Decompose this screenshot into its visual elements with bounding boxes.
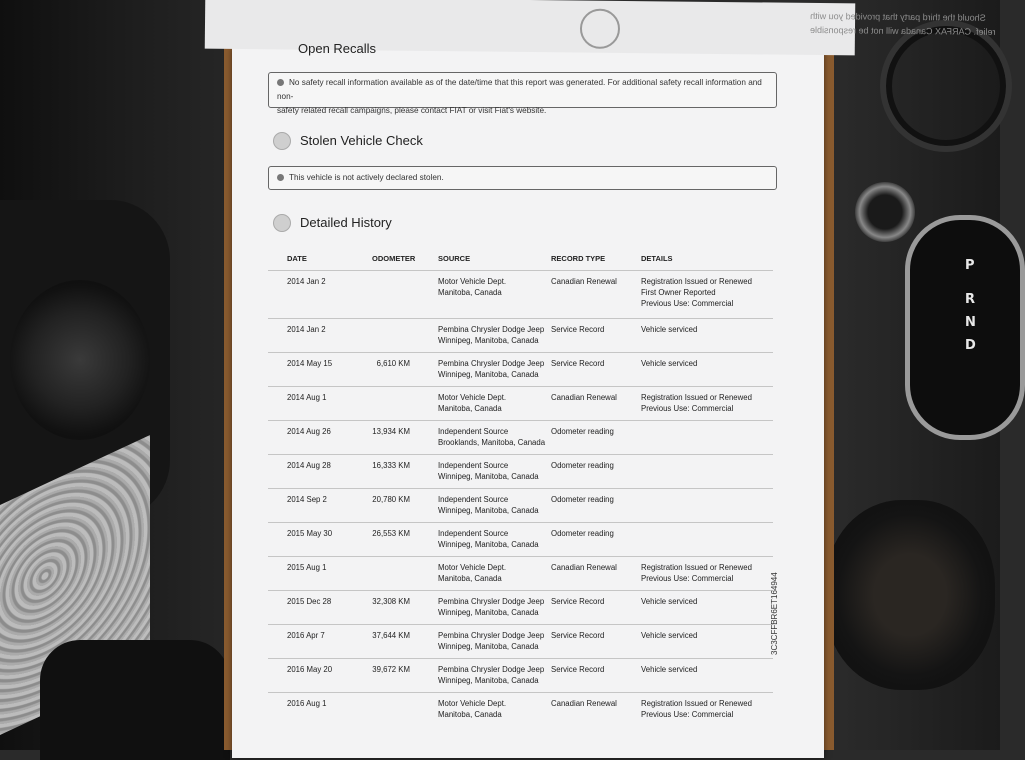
table-row bbox=[268, 658, 773, 693]
cell-date: 2015 Dec 28 bbox=[287, 597, 332, 606]
table-row bbox=[268, 522, 773, 557]
cell-record-type: Odometer reading bbox=[551, 529, 614, 538]
cell-odometer: 26,553 KM bbox=[372, 529, 410, 538]
cell-source: Pembina Chrysler Dodge Jeep Winnipeg, Manitoba, Canada bbox=[438, 325, 545, 345]
recall-text-line2: safety related recall campaigns, please contact FIAT or visit Fiat's website. bbox=[277, 106, 547, 115]
table-row bbox=[268, 590, 773, 625]
cell-record-type: Service Record bbox=[551, 665, 605, 674]
cell-record-type: Canadian Renewal bbox=[551, 563, 617, 572]
table-row bbox=[268, 624, 773, 659]
cell-details: Vehicle serviced bbox=[641, 325, 698, 334]
shield-icon bbox=[273, 132, 291, 150]
cell-date: 2015 May 30 bbox=[287, 529, 333, 538]
table-row bbox=[268, 318, 773, 353]
check-icon bbox=[277, 174, 284, 181]
cell-details: Registration Issued or Renewed Previous Use: Commercial bbox=[641, 699, 752, 719]
cell-source: Motor Vehicle Dept. Manitoba, Canada bbox=[438, 277, 507, 297]
cell-odometer: 39,672 KM bbox=[372, 665, 410, 674]
top-sheet-line: relief. CARFAX Canada will not be responsible bbox=[809, 24, 996, 37]
cell-odometer: 6,610 KM bbox=[376, 359, 410, 368]
cell-date: 2016 Aug 1 bbox=[287, 699, 327, 708]
cell-record-type: Canadian Renewal bbox=[551, 699, 617, 708]
stolen-notice bbox=[268, 166, 777, 190]
section-title-open-recalls: Open Recalls bbox=[298, 41, 377, 56]
cell-source: Independent Source Winnipeg, Manitoba, Canada bbox=[438, 495, 539, 515]
table-row bbox=[268, 488, 773, 523]
cell-odometer: 16,333 KM bbox=[372, 461, 410, 470]
cell-record-type: Odometer reading bbox=[551, 495, 614, 504]
cell-details: Vehicle serviced bbox=[641, 665, 698, 674]
top-sheet-line: Should the third party that provided you with bbox=[810, 10, 986, 23]
column-header-date: DATE bbox=[287, 254, 307, 263]
cell-source: Motor Vehicle Dept. Manitoba, Canada bbox=[438, 393, 507, 413]
cell-odometer: 32,308 KM bbox=[372, 597, 410, 606]
cell-source: Pembina Chrysler Dodge Jeep Winnipeg, Manitoba, Canada bbox=[438, 359, 545, 379]
table-row bbox=[268, 556, 773, 591]
cell-date: 2014 May 15 bbox=[287, 359, 333, 368]
vin-side-label: 3C3CFFBR6ET164944 bbox=[770, 572, 779, 655]
history-icon bbox=[273, 214, 291, 232]
cell-record-type: Odometer reading bbox=[551, 427, 614, 436]
cell-date: 2015 Aug 1 bbox=[287, 563, 327, 572]
cell-source: Motor Vehicle Dept. Manitoba, Canada bbox=[438, 699, 507, 719]
cell-source: Pembina Chrysler Dodge Jeep Winnipeg, Manitoba, Canada bbox=[438, 665, 545, 685]
cell-source: Motor Vehicle Dept. Manitoba, Canada bbox=[438, 563, 507, 583]
column-header-odometer: ODOMETER bbox=[372, 254, 416, 263]
cell-odometer: 13,934 KM bbox=[372, 427, 410, 436]
cell-details: Vehicle serviced bbox=[641, 631, 698, 640]
history-table bbox=[268, 248, 773, 736]
section-title-stolen-check: Stolen Vehicle Check bbox=[300, 133, 423, 148]
start-button bbox=[855, 182, 915, 242]
carfax-seal bbox=[580, 9, 620, 49]
cell-details: Vehicle serviced bbox=[641, 359, 698, 368]
cell-details: Vehicle serviced bbox=[641, 597, 698, 606]
check-icon bbox=[277, 79, 284, 86]
table-row bbox=[268, 352, 773, 387]
cell-odometer: 20,780 KM bbox=[372, 495, 410, 504]
cell-record-type: Odometer reading bbox=[551, 461, 614, 470]
table-row bbox=[268, 270, 773, 319]
cell-date: 2014 Sep 2 bbox=[287, 495, 327, 504]
stolen-text: This vehicle is not actively declared stolen. bbox=[289, 173, 444, 182]
column-header-details: DETAILS bbox=[641, 254, 673, 263]
table-row bbox=[268, 454, 773, 489]
table-row bbox=[268, 420, 773, 455]
cell-date: 2014 Aug 1 bbox=[287, 393, 327, 402]
cell-date: 2014 Jan 2 bbox=[287, 277, 326, 286]
cell-source: Independent Source Winnipeg, Manitoba, Canada bbox=[438, 461, 539, 481]
cell-source: Independent Source Brooklands, Manitoba, Canada bbox=[438, 427, 546, 447]
cell-odometer: 37,644 KM bbox=[372, 631, 410, 640]
cell-date: 2014 Jan 2 bbox=[287, 325, 326, 334]
gear-letter-r: R bbox=[965, 292, 976, 307]
gear-letter-n: N bbox=[965, 315, 976, 330]
cell-record-type: Service Record bbox=[551, 631, 605, 640]
cell-details: Registration Issued or Renewed First Owner Reported Previous Use: Commercial bbox=[641, 277, 752, 308]
cell-details: Registration Issued or Renewed Previous Use: Commercial bbox=[641, 563, 752, 583]
column-header-source: SOURCE bbox=[438, 254, 471, 263]
section-title-detailed-history: Detailed History bbox=[300, 215, 392, 230]
cup-holder bbox=[825, 500, 995, 690]
seat-left bbox=[40, 640, 230, 760]
cell-details: Registration Issued or Renewed Previous Use: Commercial bbox=[641, 393, 752, 413]
door-speaker bbox=[10, 280, 150, 440]
cell-source: Pembina Chrysler Dodge Jeep Winnipeg, Manitoba, Canada bbox=[438, 631, 545, 651]
recall-notice bbox=[268, 72, 777, 115]
gear-letter-p: P bbox=[965, 258, 975, 273]
cell-date: 2016 May 20 bbox=[287, 665, 333, 674]
cell-date: 2014 Aug 26 bbox=[287, 427, 331, 436]
cell-record-type: Service Record bbox=[551, 325, 605, 334]
table-row bbox=[268, 386, 773, 421]
cell-date: 2014 Aug 28 bbox=[287, 461, 331, 470]
cell-source: Pembina Chrysler Dodge Jeep Winnipeg, Manitoba, Canada bbox=[438, 597, 545, 617]
column-header-record-type: RECORD TYPE bbox=[551, 254, 606, 263]
dashboard-gauge bbox=[880, 20, 1012, 152]
cell-record-type: Service Record bbox=[551, 597, 605, 606]
gear-letter-d: D bbox=[965, 338, 976, 353]
cell-record-type: Canadian Renewal bbox=[551, 277, 617, 286]
cell-record-type: Canadian Renewal bbox=[551, 393, 617, 402]
cell-source: Independent Source Winnipeg, Manitoba, Canada bbox=[438, 529, 539, 549]
cell-record-type: Service Record bbox=[551, 359, 605, 368]
table-row bbox=[268, 692, 773, 733]
recall-text-line1: No safety recall information available as of the date/time that this report was generated. For additional safety recall information and non- bbox=[277, 78, 762, 101]
cell-date: 2016 Apr 7 bbox=[287, 631, 325, 640]
